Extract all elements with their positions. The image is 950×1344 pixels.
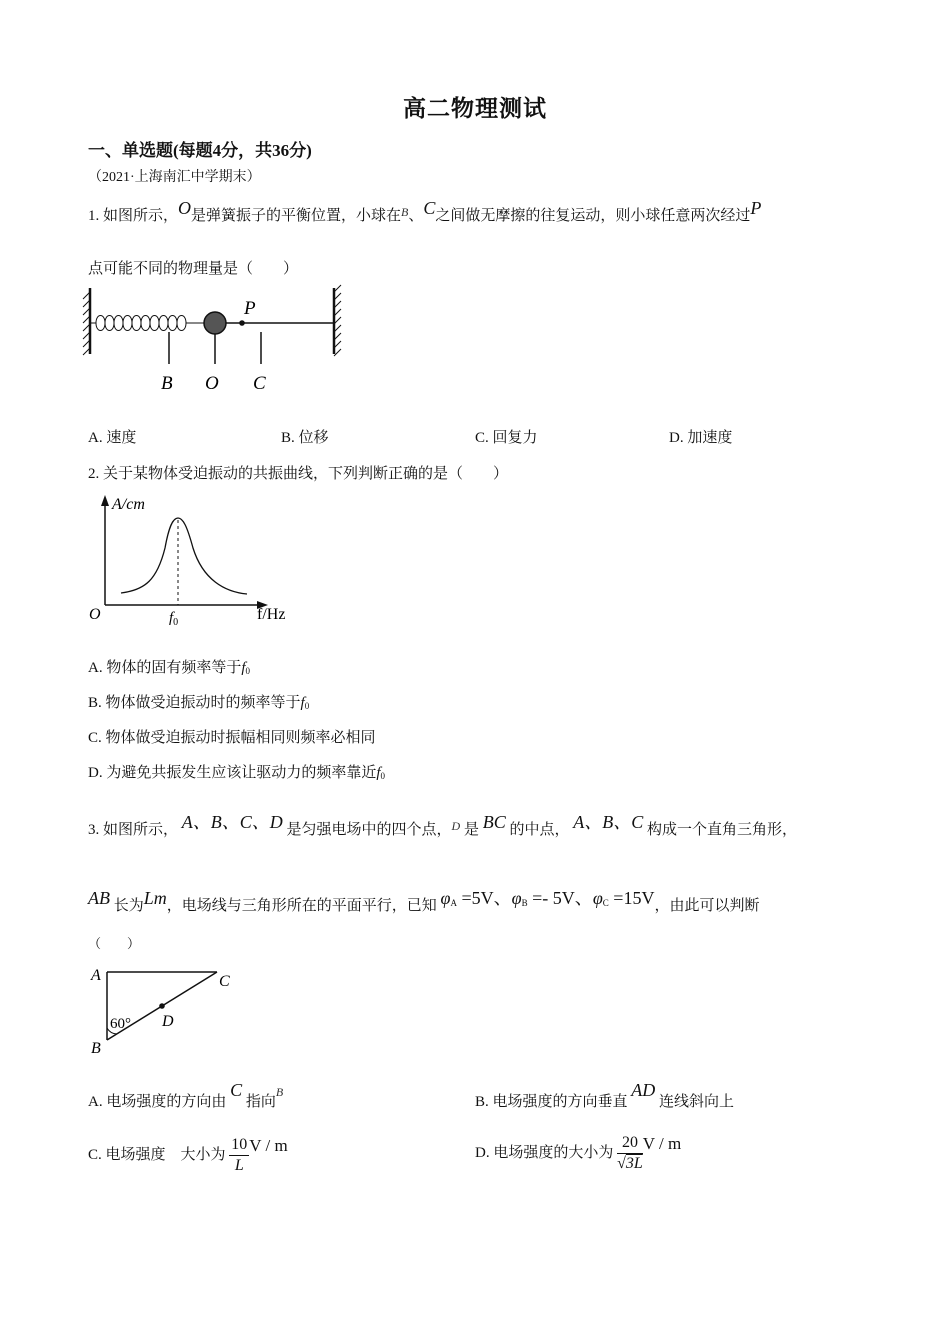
q3-answer-blank: （ ） bbox=[88, 936, 141, 951]
section-heading: 一、单选题(每题4分，共36分) bbox=[88, 141, 312, 160]
question-source: （2021·上海南汇中学期末） bbox=[88, 170, 261, 185]
q3-option-c[interactable]: C. 电场强度 大小为 $\frac{10}{L}$ V / m bbox=[88, 1136, 288, 1175]
q3-option-d[interactable]: D. 电场强度的大小为 $\frac{20}{√3L}$ V / m bbox=[475, 1134, 682, 1173]
q1-stem: 1. 如图所示，O是弹簧振子的平衡位置，小球在$^B$、C之间做无摩擦的往复运动，则小球任意两次经过P bbox=[88, 198, 762, 224]
point-d: D bbox=[162, 1013, 174, 1030]
f0-tick-label: $f_0$ bbox=[169, 610, 179, 628]
page-title: 高二物理测试 bbox=[403, 96, 547, 121]
q1-option-c[interactable]: C. 回复力 bbox=[475, 430, 538, 446]
q3-stem: 3. 如图所示， A、B、C、D 是匀强电场中的四个点，$^D$ 是 BC 的中点， A、B、C 构成一个直角三角形， bbox=[88, 812, 798, 838]
q2-stem: 2. 关于某物体受迫振动的共振曲线，下列判断正确的是（ ） bbox=[88, 466, 509, 482]
q2-option-d[interactable]: D. 为避免共振发生应该让驱动力的频率靠近$f_0$ bbox=[88, 765, 386, 781]
q3-option-b[interactable]: B. 电场强度的方向垂直 AD 连线斜向上 bbox=[475, 1080, 735, 1110]
angle-label: 60° bbox=[110, 1016, 131, 1032]
vertex-b: B bbox=[91, 1040, 101, 1057]
fraction-10-over-l: $\frac{10}{L}$ bbox=[231, 1136, 248, 1175]
q3-stem-line2: AB 长为Lm，电场线与三角形所在的平面平行，已知 $\varphi_A =5V$、$\varphi_B =- 5V$、$\varphi_C =15V$，由此可以判断 bbox=[88, 888, 760, 914]
fraction-20-over-root3l: $\frac{20}{√3L}$ bbox=[617, 1134, 643, 1173]
q2-option-b[interactable]: B. 物体做受迫振动时的频率等于$f_0$ bbox=[88, 695, 310, 711]
label-o: O bbox=[205, 373, 219, 394]
origin-label: O bbox=[89, 606, 101, 623]
q2-option-c[interactable]: C. 物体做受迫振动时振幅相同则频率必相同 bbox=[88, 730, 376, 746]
q1-stem-line2: 点可能不同的物理量是（ ） bbox=[88, 261, 299, 277]
label-c: C bbox=[253, 373, 266, 394]
q3-option-a[interactable]: A. 电场强度的方向由 C 指向$^B$ bbox=[88, 1080, 284, 1110]
resonance-curve-figure bbox=[85, 490, 300, 630]
vertex-c: C bbox=[219, 973, 230, 990]
q1-option-a[interactable]: A. 速度 bbox=[88, 430, 137, 446]
vertex-a: A bbox=[91, 967, 101, 984]
q1-option-b[interactable]: B. 位移 bbox=[281, 430, 329, 446]
q2-option-a[interactable]: A. 物体的固有频率等于$f_0$ bbox=[88, 660, 251, 676]
triangle-figure bbox=[85, 960, 245, 1060]
label-p: P bbox=[244, 298, 256, 319]
x-axis-label: f/Hz bbox=[257, 606, 286, 623]
label-b: B bbox=[161, 373, 173, 394]
q1-option-d[interactable]: D. 加速度 bbox=[669, 430, 733, 446]
spring-oscillator-figure bbox=[80, 282, 360, 402]
y-axis-label: A/cm bbox=[112, 496, 145, 513]
